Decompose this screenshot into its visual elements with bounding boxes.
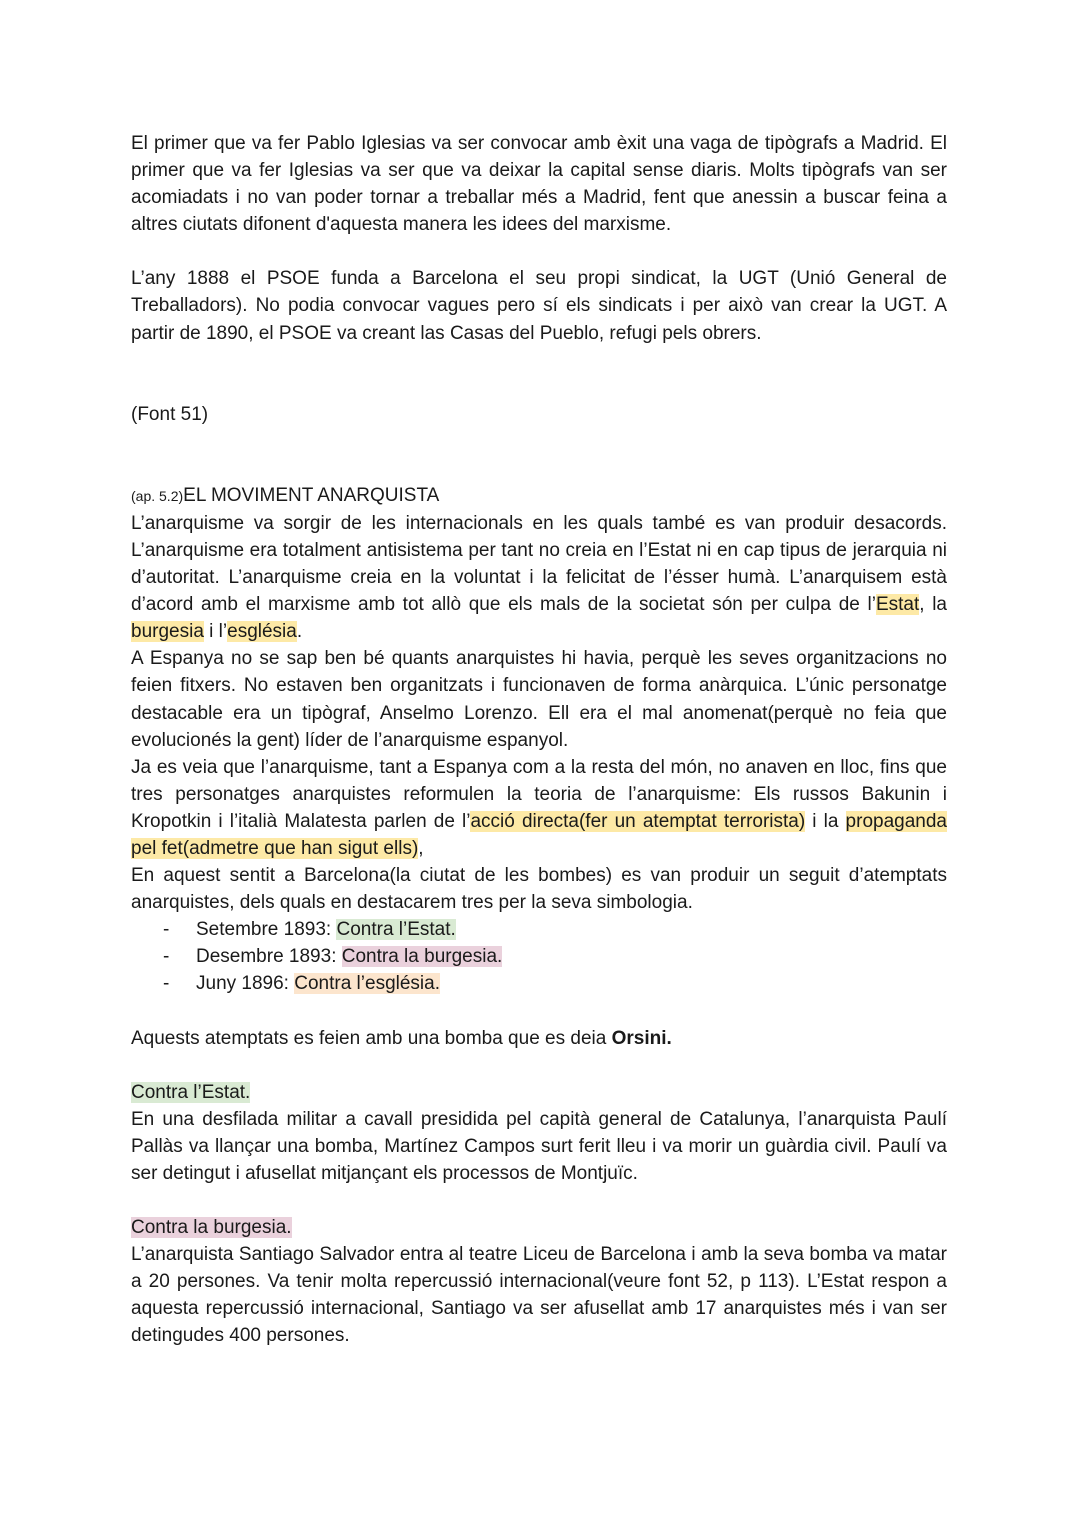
subsection-title-burgesia: Contra la burgesia.	[131, 1217, 292, 1238]
paragraph-iglesias-strike: El primer que va fer Pablo Iglesias va ser convocar amb èxit una vaga de tipògrafs a Madrid. El primer que va fer Iglesias va ser que va deixar la capital sense diaris. Molts tipògrafs van ser acomiadats i no van poder tornar a treballar més a Madrid, fent que anessin a buscar feina a altres ciutats difonent d'aquesta manera les idees del marxisme.	[131, 133, 947, 236]
section-heading	[131, 482, 947, 510]
highlight-label: Contra l’església.	[294, 973, 440, 995]
dash-bullet: -	[163, 919, 170, 941]
dash-bullet: -	[163, 946, 170, 968]
highlight-esglesia: església	[227, 621, 297, 643]
document-page	[131, 130, 947, 1349]
list-item: - Juny 1896: Contra l’església.	[131, 970, 947, 997]
dash-bullet: -	[163, 973, 170, 995]
paragraph-direct-action: Ja es veia que l’anarquisme, tant a Espanya com a la resta del món, no anaven en lloc, fins que tres personatges anarquistes reformulen la teoria de l’anarquisme: Els russos Bakunin i Kropotkin i l’italià Malatesta parlen de l’acció directa(fer un atemptat terrorista) i la propaganda pel fet(admetre que han sigut ells),	[131, 756, 947, 859]
highlight-label: Contra la burgesia.	[341, 946, 503, 968]
paragraph-burgesia-attack: L’anarquista Santiago Salvador entra al teatre Liceu de Barcelona i amb la seva bomba va matar a 20 persones. Va tenir molta repercussió internacional(veure font 52, p 113). L’Estat respon a aquesta repercussió internacional, Santiago va ser afusellat amb 17 anarquistes més i van ser detingudes 400 persones.	[131, 1244, 947, 1347]
attacks-list	[131, 916, 947, 997]
font-reference: (Font 51)	[131, 403, 209, 425]
paragraph-orsini: Aquests atemptats es feien amb una bomba que es deia Orsini.	[131, 1027, 672, 1049]
paragraph-anarchism-spain: A Espanya no se sap ben bé quants anarquistes hi havia, perquè les seves organitzacions no feien fitxers. No estaven ben organitzats i funcionaven de forma anàrquica. L’únic personatge destacable era un tipògraf, Anselmo Lorenzo. Ell era el mal anomenat(perquè no feia que evolucionés la gent) líder de l’anarquisme espanyol.	[131, 648, 947, 751]
list-item: - Setembre 1893: Contra l’Estat.	[131, 916, 947, 943]
paragraph-barcelona-attacks: En aquest sentit a Barcelona(la ciutat de les bombes) es van produir un seguit d’atemptats anarquistes, dels quals en destacarem tres per la seva simbologia.	[131, 865, 947, 914]
section-title: EL MOVIMENT ANARQUISTA	[183, 484, 440, 506]
highlight-propaganda: propaganda pel fet(admetre que han sigut ells)	[131, 810, 947, 859]
highlight-label: Contra l’Estat.	[336, 919, 456, 941]
paragraph-estat-attack: En una desfilada militar a cavall presidida pel capità general de Catalunya, l’anarquista Paulí Pallàs va llançar una bomba, Martínez Campos surt ferit lleu i va morir un guàrdia civil. Paulí va ser detingut i afusellat mitjançant els processos de Montjuïc.	[131, 1108, 947, 1184]
highlight-estat: Estat	[875, 594, 920, 616]
highlight-direct-action: acció directa(fer un atemptat terrorista)	[470, 810, 806, 832]
list-item: - Desembre 1893: Contra la burgesia.	[131, 943, 947, 970]
paragraph-ugt: L’any 1888 el PSOE funda a Barcelona el seu propi sindicat, la UGT (Unió General de Treballadors). No podia convocar vagues pero sí els sindicats i per això van crear la UGT. A partir de 1890, el PSOE va creant las Casas del Pueblo, refugi pels obrers.	[131, 268, 947, 344]
highlight-burgesia: burgesia	[131, 621, 204, 643]
paragraph-anarchism-origin: L’anarquisme va sorgir de les internacionals en les quals també es van produir desacords. L’anarquisme era totalment antisistema per tant no creia en l’Estat ni en cap tipus de jerarquia ni d’autoritat. L’anarquisme creia en la voluntat i la felicitat de l’ésser humà. L’anarquisem està d’acord amb el marxisme amb tot allò que els mals de la societat són per culpa de l’Estat, la burgesia i l’església.	[131, 512, 947, 643]
subsection-title-estat: Contra l’Estat.	[131, 1081, 251, 1103]
section-number: (ap. 5.2)	[131, 487, 184, 504]
bold-orsini: Orsini.	[611, 1027, 672, 1049]
